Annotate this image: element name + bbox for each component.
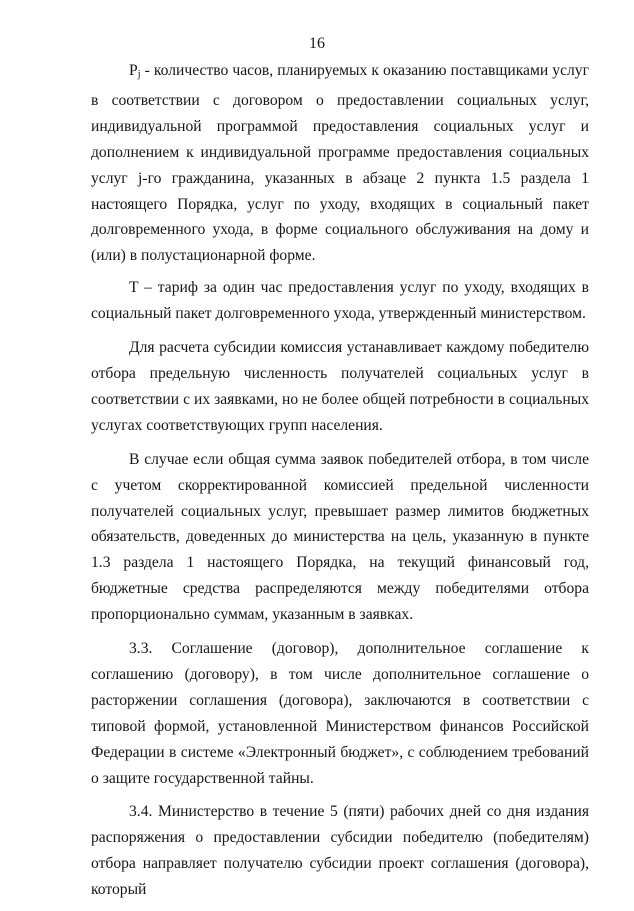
formula-symbol-p: P — [129, 62, 138, 79]
formula-subscript-j: j — [137, 69, 141, 80]
paragraph-limit-setting: Для расчета субсидии комиссия устанавливает каждому победителю отбора предельную численность получателей социальных услуг в соответствии с их заявками, но не более общей потребности в социальных услугах соответствующих групп населения. — [91, 339, 589, 434]
paragraph-text: - количество часов, планируемых к оказанию поставщиками услуг в соответствии с договором о предоставлении социальных услуг, индивидуальной программой предоставления социальных услуг и дополнением к индивидуальной программе предоставления социальных услуг j-го гражданина, указанных в абзаце 2 пункта 1.5 раздела 1 настоящего Порядка, услуг по уходу, входящих в социальный пакет долговременного ухода, в форме социального обслуживания на дому и (или) в полустационарной форме. — [91, 62, 589, 265]
paragraph-proportional-distribution: В случае если общая сумма заявок победителей отбора, в том числе с учетом скорректированной комиссией предельной численности получателей социальных услуг, превышает размер лимитов бюджетных обязательств, доведенных до министерства на цель, указанную в пункте 1.3 раздела 1 настоящего Порядка, на текущий финансовый год, бюджетные средства распределяются между победителями отбора пропорционально суммам, указанным в заявках. — [91, 450, 589, 624]
document-body — [91, 58, 589, 911]
paragraph-pj-definition — [91, 58, 589, 269]
paragraph-3-3-agreement: 3.3. Соглашение (договор), дополнительное соглашение к соглашению (договору), в том числе дополнительное соглашение о расторжении соглашения (договора), заключаются в соответствии с типовой формой, установленной Министерством финансов Российской Федерации в системе «Электронный бюджет», с соблюдением требований о защите государственной тайны. — [91, 640, 589, 787]
paragraph-3-4-ministry: 3.4. Министерство в течение 5 (пяти) рабочих дней со дня издания распоряжения о предоставлении субсидии победителю (победителям) отбора направляет получателю субсидии проект соглашения (договора), который — [91, 803, 589, 899]
paragraph-t-definition: T – тариф за один час предоставления услуг по уходу, входящих в социальный пакет долговременного ухода, утвержденный министерством. — [91, 279, 589, 323]
page-number: 16 — [309, 35, 325, 52]
